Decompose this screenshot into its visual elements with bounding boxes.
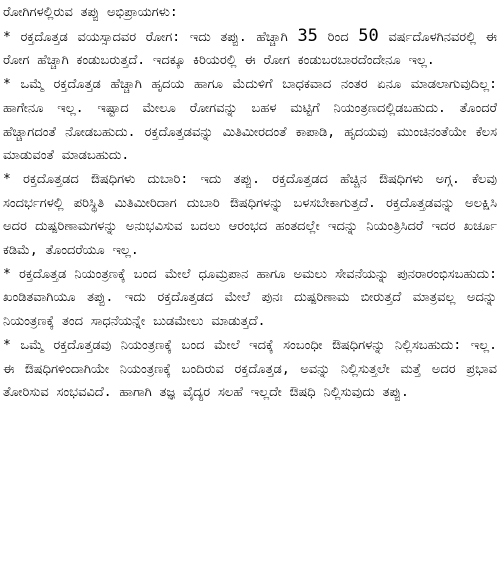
bullet-marker: *: [3, 266, 11, 282]
myth-paragraph-5: [3, 334, 497, 405]
myth-1-text-before: ರಕ್ತದೊತ್ತಡ ವಯಸ್ಸಾದವರ ರೋಗ: ಇದು ತಪ್ಪು. ಹೆಚ್ಚಾಗಿ: [20, 29, 298, 45]
myth-3-text: ರಕ್ತದೊತ್ತಡದ ಔಷಧಿಗಳು ದುಬಾರಿ: ಇದು ತಪ್ಪು. ರಕ್ತದೊತ್ತಡದ ಹೆಚ್ಚಿನ ಔಷಧಿಗಳು ಅಗ್ಗ. ಕೆಲವು ಸಂದರ್ಭಗಳಲ್ಲಿ ಪರಿಸ್ಥಿತಿ ಮಿತಿಮೀರಿದಾಗ ದುಬಾರಿ ಔಷಧಿಗಳನ್ನು ಬಳಸಬೇಕಾಗುತ್ತದೆ. ರಕ್ತದೊತ್ತಡವನ್ನು ಅಲಕ್ಷಿಸಿ ಅದರ ದುಷ್ಪರಿಣಾಮಗಳನ್ನು ಅನುಭವಿಸುವ ಬದಲು ಆರಂಭದ ಹಂತದಲ್ಲೇ ಇದನ್ನು ನಿಯಂತ್ರಿಸಿದರೆ ಇದರ ಖರ್ಚೂ ಕಡಿಮೆ, ತೊಂದರೆಯೂ ಇಲ್ಲ.: [3, 171, 497, 259]
bullet-marker: *: [3, 337, 11, 353]
bullet-marker: *: [3, 171, 11, 187]
age-start-number: 35: [297, 25, 318, 46]
myth-1-text-mid: ರಿಂದ: [317, 29, 359, 45]
myth-paragraph-3: [3, 168, 497, 263]
myth-1-text-after: ವರ್ಷದೊಳಗಿನವರಲ್ಲಿ ಈ ರೋಗ ಹೆಚ್ಚಾಗಿ ಕಂಡುಬರುತ್ತದೆ. ಇದಕ್ಕೂ ಕಿರಿಯರಲ್ಲಿ ಈ ರೋಗ ಕಂಡುಬರಬಾರದೆಂದೇನೂ ಇಲ್ಲ.: [3, 29, 497, 69]
myth-paragraph-2: [3, 73, 497, 168]
myth-4-text: ರಕ್ತದೊತ್ತಡ ನಿಯಂತ್ರಣಕ್ಕೆ ಬಂದ ಮೇಲೆ ಧೂಮ್ರಪಾನ ಹಾಗೂ ಅಮಲು ಸೇವನೆಯನ್ನು ಪುನರಾರಂಭಿಸಬಹುದು: ಖಂಡಿತವಾಗಿಯೂ ತಪ್ಪು. ಇದು ರಕ್ತದೊತ್ತಡದ ಮೇಲೆ ಪುನಃ ದುಷ್ಪರಿಣಾಮ ಬೀರುತ್ತದೆ ಮಾತ್ರವಲ್ಲ ಅದನ್ನು ನಿಯಂತ್ರಣಕ್ಕೆ ತಂದ ಸಾಧನೆಯನ್ನೇ ಬುಡಮೇಲು ಮಾಡುತ್ತದೆ.: [3, 266, 498, 330]
myth-paragraph-1: [3, 25, 497, 73]
bullet-marker: *: [3, 77, 11, 93]
section-heading: ರೋಗಿಗಳಲ್ಲಿರುವ ತಪ್ಪು ಅಭಿಪ್ರಾಯಗಳು:: [3, 5, 178, 20]
myth-2-text: ಒಮ್ಮೆ ರಕ್ತದೊತ್ತಡ ಹೆಚ್ಚಾಗಿ ಹೃದಯ ಹಾಗೂ ಮೆದುಳಿಗೆ ಬಾಧಕವಾದ ನಂತರ ಏನೂ ಮಾಡಲಾಗುವುದಿಲ್ಲ: ಹಾಗೇನೂ ಇಲ್ಲ. ಇಷ್ಟಾದ ಮೇಲೂ ರೋಗವನ್ನು ಬಹಳ ಮಟ್ಟಿಗೆ ನಿಯಂತ್ರಣದಲ್ಲಿಡಬಹುದು. ತೊಂದರೆ ಹೆಚ್ಚಾಗದಂತೆ ನೋಡಬಹುದು. ರಕ್ತದೊತ್ತಡವನ್ನು ಮಿತಿಮೀರದಂತೆ ಕಾಪಾಡಿ, ಹೃದಯವು ಮುಂಚಿನಂತೆಯೇ ಕೆಲಸ ಮಾಡುವಂತೆ ಮಾಡಬಹುದು.: [3, 77, 497, 164]
myth-5-text: ಒಮ್ಮೆ ರಕ್ತದೊತ್ತಡವು ನಿಯಂತ್ರಣಕ್ಕೆ ಬಂದ ಮೇಲೆ ಇದಕ್ಕೆ ಸಂಬಂಧೀ ಔಷಧಿಗಳನ್ನು ನಿಲ್ಲಿಸಬಹುದು: ಇಲ್ಲ. ಈ ಔಷಧಿಗಳಿಂದಾಗಿಯೇ ನಿಯಂತ್ರಣಕ್ಕೆ ಬಂದಿರುವ ರಕ್ತದೊತ್ತಡ, ಅವನ್ನು ನಿಲ್ಲಿಸುತ್ತಲೇ ಮತ್ತೆ ಅದರ ಪ್ರಭಾವ ತೋರಿಸುವ ಸಂಭವವಿದೆ. ಹಾಗಾಗಿ ತಜ್ಞ ವೈದ್ಯರ ಸಲಹೆ ಇಲ್ಲದೇ ಔಷಧಿ ನಿಲ್ಲಿಸುವುದು ತಪ್ಪು.: [3, 337, 497, 401]
bullet-marker: *: [3, 29, 11, 45]
myth-paragraph-4: [3, 263, 497, 334]
age-end-number: 50: [358, 25, 379, 46]
